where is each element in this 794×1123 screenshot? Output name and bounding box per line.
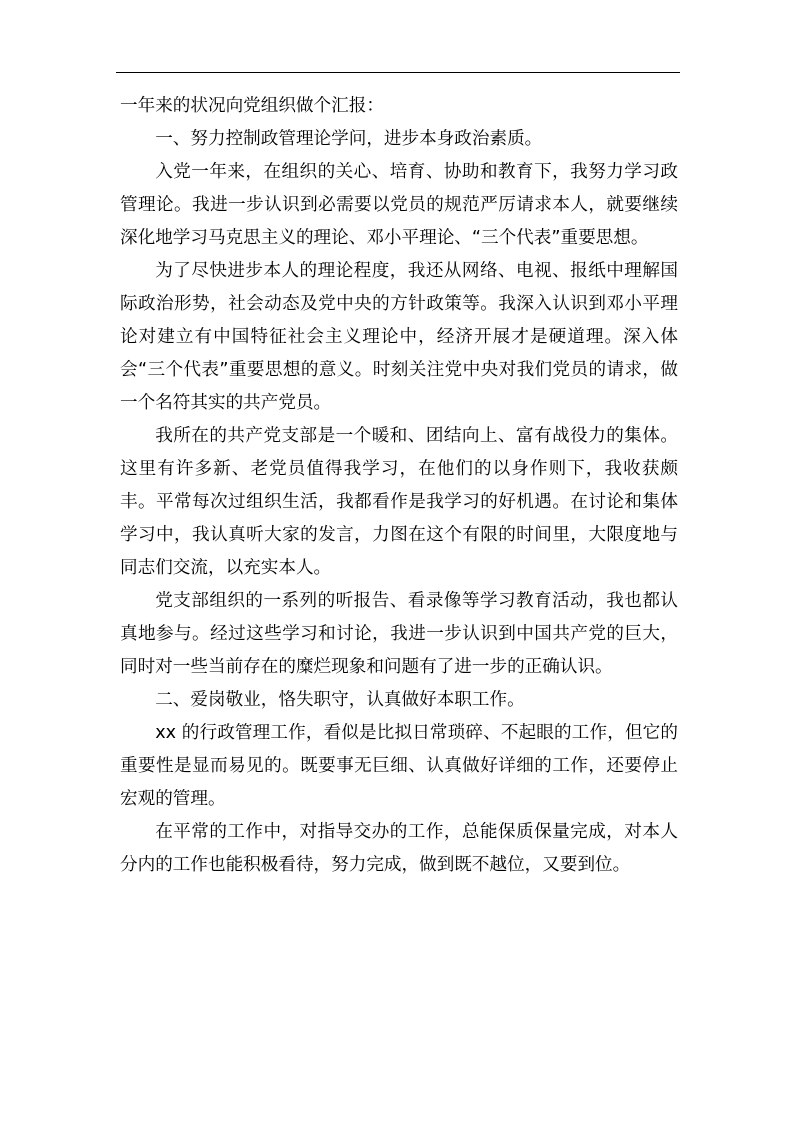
- paragraph: 入党一年来，在组织的关心、培育、协助和教育下，我努力学习政管理论。我进一步认识到必需要以党员的规范严厉请求本人，就要继续深化地学习马克思主义的理论、邓小平理论、“三个代表”重要思想。: [120, 162, 678, 248]
- paragraph: 我所在的共产党支部是一个暖和、团结向上、富有战役力的集体。这里有许多新、老党员值得我学习，在他们的以身作则下，我收获颇丰。平常每次过组织生活，我都看作是我学习的好机遇。在讨论和集体学习中，我认真听大家的发言，力图在这个有限的时间里，大限度地与同志们交流，以充实本人。: [120, 426, 678, 578]
- header-rule: [116, 72, 680, 73]
- paragraph: 一、努力控制政管理论学问，进步本身政治素质。: [155, 129, 543, 149]
- paragraph: 在平常的工作中，对指导交办的工作，总能保质保量完成，对本人分内的工作也能积极看待，努力完成，做到既不越位，又要到位。: [120, 822, 678, 875]
- paragraph: xx 的行政管理工作，看似是比拟日常琐碎、不起眼的工作，但它的重要性是显而易见的。既要事无巨细、认真做好详细的工作，还要停止宏观的管理。: [120, 723, 678, 809]
- paragraph: 党支部组织的一系列的听报告、看录像等学习教育活动，我也都认真地参与。经过这些学习和讨论，我进一步认识到中国共产党的巨大，同时对一些当前存在的糜烂现象和问题有了进一步的正确认识。: [120, 591, 678, 677]
- paragraph: 一年来的状况向党组织做个汇报：: [120, 96, 384, 116]
- paragraph: 为了尽快进步本人的理论程度，我还从网络、电视、报纸中理解国际政治形势，社会动态及党中央的方针政策等。我深入认识到邓小平理论对建立有中国特征社会主义理论中，经济开展才是硬道理。深入体会“三个代表”重要思想的意义。时刻关注党中央对我们党员的请求，做一个名符其实的共产党员。: [120, 261, 678, 413]
- paragraph: 二、爱岗敬业，恪失职守，认真做好本职工作。: [155, 690, 525, 710]
- document-body: [120, 90, 678, 882]
